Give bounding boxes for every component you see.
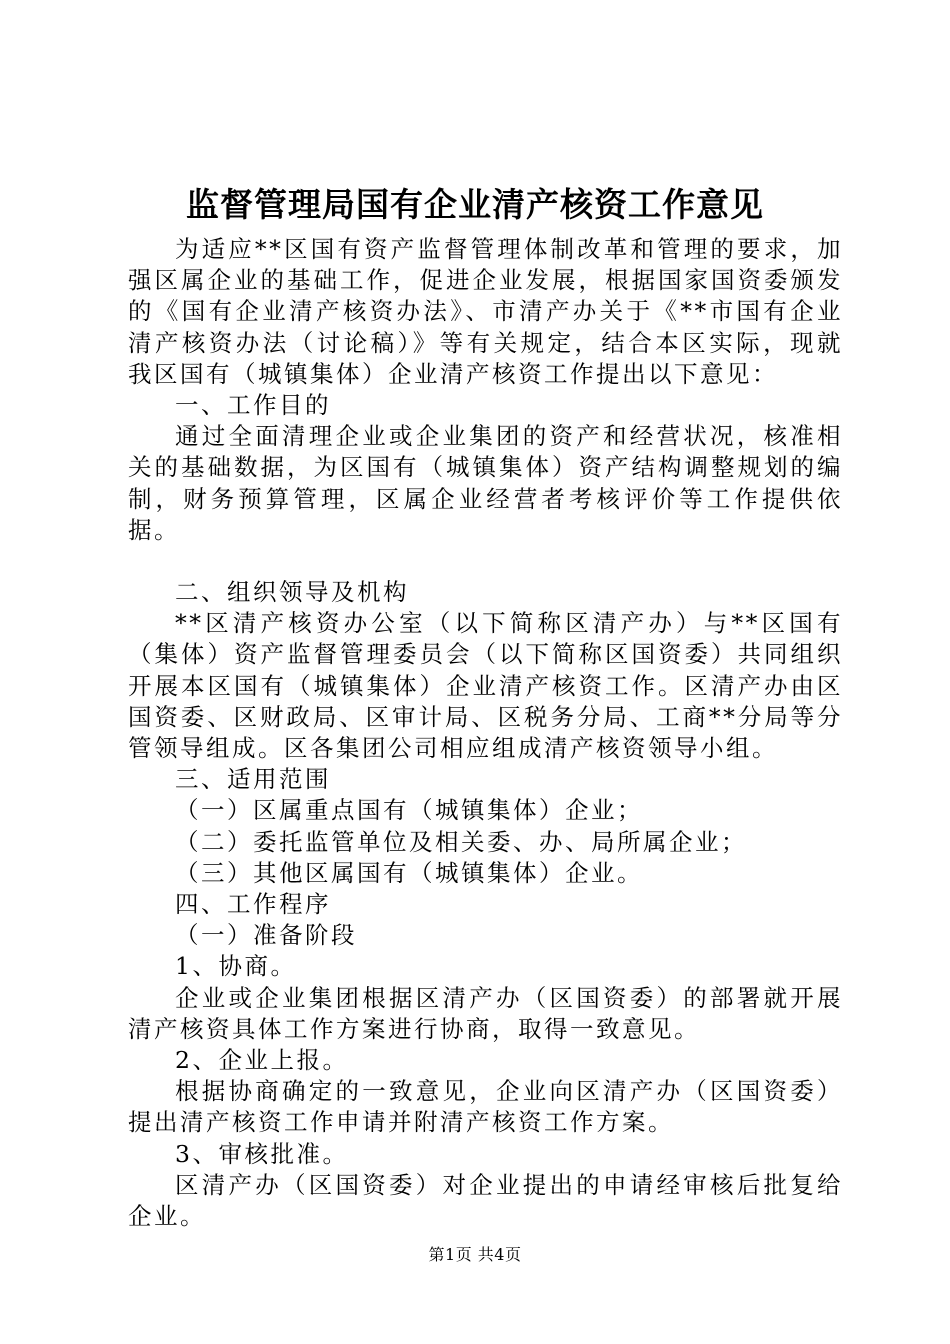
step-heading-report: 2、企业上报。 bbox=[175, 1046, 349, 1075]
section-heading-organization: 二、组织领导及机构 bbox=[175, 578, 409, 607]
document-body bbox=[128, 234, 843, 1232]
document-title: 监督管理局国有企业清产核资工作意见 bbox=[186, 185, 764, 224]
section-heading-procedure: 四、工作程序 bbox=[175, 890, 331, 919]
step-heading-consult: 1、协商。 bbox=[175, 952, 297, 981]
purpose-paragraph: 通过全面清理企业或企业集团的资产和经营状况，核准相关的基础数据，为区国有（城镇集体）资产结构调整规划的编制，财务预算管理，区属企业经营者考核评价等工作提供依据。 bbox=[128, 422, 843, 544]
scope-item-3: （三）其他区属国有（城镇集体）企业。 bbox=[175, 858, 643, 887]
blank-line bbox=[128, 546, 843, 577]
organization-paragraph: **区清产核资办公室（以下简称区清产办）与**区国有（集体）资产监督管理委员会（以下简称区国资委）共同组织开展本区国有（城镇集体）企业清产核资工作。区清产办由区国资委、区财政局、区审计局、区税务分局、工商**分局等分管领导组成。区各集团公司相应组成清产核资领导小组。 bbox=[128, 609, 843, 763]
report-paragraph: 根据协商确定的一致意见，企业向区清产办（区国资委）提出清产核资工作申请并附清产核资工作方案。 bbox=[128, 1077, 843, 1137]
scope-item-2: （二）委托监管单位及相关委、办、局所属企业； bbox=[175, 827, 747, 856]
page-number-footer: 第1页 共4页 bbox=[428, 1245, 522, 1264]
approval-paragraph: 区清产办（区国资委）对企业提出的申请经审核后批复给企业。 bbox=[128, 1170, 843, 1231]
intro-paragraph: 为适应**区国有资产监督管理体制改革和管理的要求，加强区属企业的基础工作，促进企业发展，根据国家国资委颁发的《国有企业清产核资办法》、市清产办关于《**市国有企业清产核资办法（讨论稿）》等有关规定，结合本区实际，现就我区国有（城镇集体）企业清产核资工作提出以下意见： bbox=[128, 235, 843, 388]
consult-paragraph: 企业或企业集团根据区清产办（区国资委）的部署就开展清产核资具体工作方案进行协商，取得一致意见。 bbox=[128, 983, 843, 1043]
scope-item-1: （一）区属重点国有（城镇集体）企业； bbox=[175, 796, 643, 825]
step-heading-approval: 3、审核批准。 bbox=[175, 1139, 349, 1168]
subsection-heading-preparation: （一）准备阶段 bbox=[175, 921, 357, 950]
section-heading-purpose: 一、工作目的 bbox=[175, 391, 331, 420]
section-heading-scope: 三、适用范围 bbox=[175, 765, 331, 794]
